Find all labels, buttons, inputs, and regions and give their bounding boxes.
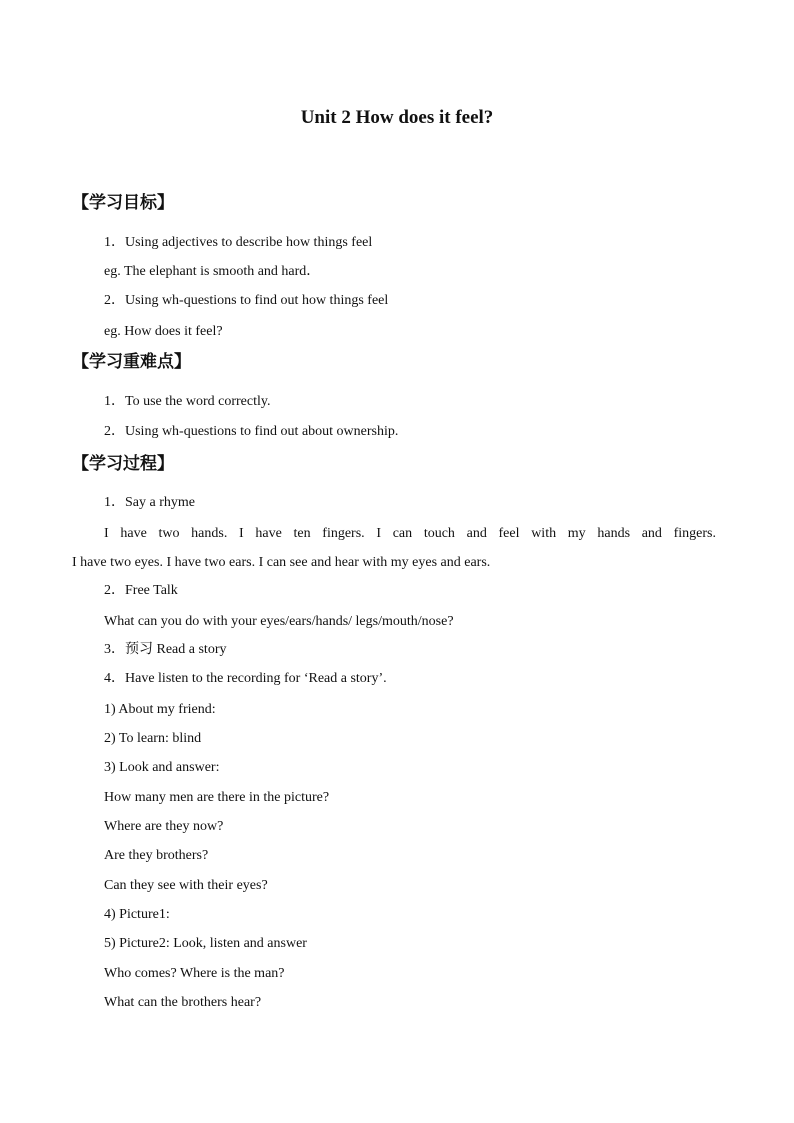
section-heading-key-points: 【学习重难点】	[72, 352, 191, 372]
rhyme-line-1: I have two hands. I have ten fingers. I can touch and feel with my hands and fingers.	[104, 526, 716, 541]
story-item-4: 4) Picture1:	[104, 907, 170, 922]
goal-example-1: eg. The elephant is smooth and hard．	[104, 264, 321, 279]
free-talk-question: What can you do with your eyes/ears/hands/ legs/mouth/nose?	[104, 614, 454, 629]
section-heading-learning-process: 【学习过程】	[72, 454, 174, 474]
section-heading-learning-goals: 【学习目标】	[72, 193, 174, 213]
key-point-2: 2．Using wh-questions to find out about ownership.	[104, 424, 399, 439]
key-point-1: 1．To use the word correctly.	[104, 394, 271, 409]
process-step-1: 1．Say a rhyme	[104, 495, 195, 510]
rhyme-line-2: I have two eyes. I have two ears. I can see and hear with my eyes and ears.	[72, 555, 491, 570]
question-line: How many men are there in the picture?	[104, 790, 330, 805]
question-line: Are they brothers?	[104, 848, 209, 863]
goal-line-2: 2．Using wh-questions to find out how things feel	[104, 293, 389, 308]
question-line: Where are they now?	[104, 819, 224, 834]
story-item-1: 1) About my friend:	[104, 702, 216, 717]
story-item-2: 2) To learn: blind	[104, 731, 202, 746]
story-item-5: 5) Picture2: Look, listen and answer	[104, 936, 307, 951]
document-title: Unit 2 How does it feel?	[300, 107, 494, 128]
process-step-2: 2．Free Talk	[104, 583, 178, 598]
goal-example-2: eg. How does it feel?	[104, 324, 223, 339]
goal-line-1: 1．Using adjectives to describe how things feel	[104, 235, 373, 250]
question-line: Can they see with their eyes?	[104, 878, 268, 893]
question-line: What can the brothers hear?	[104, 995, 262, 1010]
process-step-3: 3．预习 Read a story	[104, 642, 227, 657]
question-line: Who comes? Where is the man?	[104, 966, 285, 981]
story-item-3: 3) Look and answer:	[104, 760, 220, 775]
process-step-4: 4．Have listen to the recording for ‘Read a story’.	[104, 671, 387, 686]
